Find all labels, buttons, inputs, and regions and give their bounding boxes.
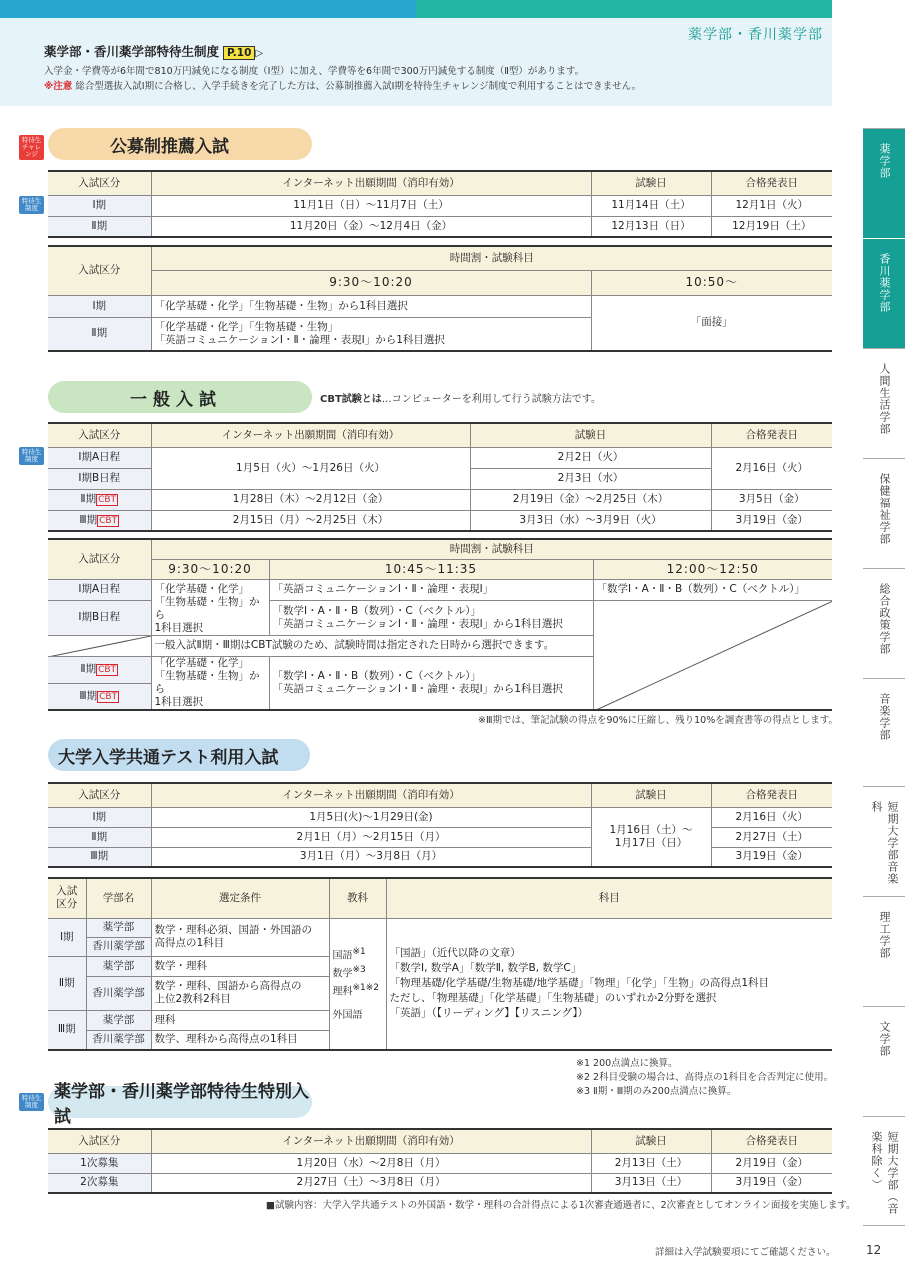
page-reference-link[interactable]: P.10 xyxy=(223,46,255,60)
ippan-schedule-table: 入試区分 インターネット出願期間（消印有効） 試験日 合格発表日 Ⅰ期A日程 1月5日（火）〜1月26日（火） 2月2日（火） 2月16日（火） Ⅰ期B日程 2月3日（水） Ⅱ期 CBT 1月28日（木）〜2月12日（金） 2月19日（金）〜2月25日（木） 3月5日（金） Ⅲ期 CBT 2月15日（月）〜2月25日（木） 3月3日（水）〜3月9日（火） 3月19日（金） xyxy=(48,422,832,532)
tokutai-note: ■試験内容：大学入学共通テストの外国語・数学・理科の合計得点による1次審査通過者に、2次審査としてオンライン面接を実施します。 xyxy=(266,1200,856,1211)
sidebar-item-ningen[interactable]: 人間生活学部 xyxy=(863,348,905,458)
sidebar-item-tandai[interactable]: 短期大学部（音楽科除く） xyxy=(863,1116,905,1226)
th-kubun: 入試区分 xyxy=(48,171,151,195)
sidebar-item-sogo[interactable]: 総合政策学部 xyxy=(863,568,905,678)
kobo-subjects-table: 入試区分 時間割・試験科目 9:30〜10:20 10:50〜 Ⅰ期 「化学基礎・化学」「生物基礎・生物」から1科目選択 「面接」 Ⅱ期 「化学基礎・化学」「生物基礎・生物」 「英語コミュニケーションⅠ・Ⅱ・論理・表現Ⅰ」から1科目選択 xyxy=(48,245,832,352)
th-result: 合格発表日 xyxy=(711,171,832,195)
page-number: 12 xyxy=(866,1243,882,1257)
seido-badge: 特待生制度 xyxy=(19,1093,44,1111)
sidebar-item-riko[interactable]: 理工学部 xyxy=(863,896,905,1006)
section-title-tokutai: 薬学部・香川薬学部特待生特別入試 xyxy=(48,1086,312,1118)
empty-diagonal-cell xyxy=(593,600,832,710)
table-row: Ⅱ期 11月20日（金）〜12月4日（金） 12月13日（日） 12月19日（土） xyxy=(48,216,832,237)
ippan-subjects-table: 入試区分 時間割・試験科目 9:30〜10:20 10:45〜11:35 12:00〜12:50 Ⅰ期A日程 「化学基礎・化学」 「生物基礎・生物」から 1科目選択 「英語コミュニケーションⅠ・Ⅱ・論理・表現Ⅰ」 「数学Ⅰ・A・Ⅱ・B（数列）・C（ベクトル）」 Ⅰ期B日程 「数学Ⅰ・A・Ⅱ・B（数列）・C（ベクトル）」 「英語コミュニケーションⅠ・Ⅱ・論理・表現Ⅰ」から1科目選択 一般入試Ⅱ期・Ⅲ期はCBT試験のため、試験時間は指定された日時から選択できます。 Ⅱ期 CBT 「化学基礎・化学」 「生物基礎・生物」から 1科目選択 「数学Ⅰ・A・Ⅱ・B（数列）・C（ベクトル）」 「英語コミュニケーションⅠ・Ⅱ・論理・表現Ⅰ」から1科目選択 Ⅲ期 CBT xyxy=(48,538,832,711)
cbt-tag: CBT xyxy=(98,495,117,505)
note-label: ※注意 xyxy=(44,81,73,92)
scholarship-note xyxy=(44,78,641,92)
diagonal-line xyxy=(594,601,833,711)
kyotsu-subjects-table: 入試 区分 学部名 選定条件 教科 科目 Ⅰ期 薬学部 数学・理科必須、国語・外国語の 高得点の1科目 国語$^{※1}$ 数学$^{※3}$ 理科$^{※1※2}$ 外国語 「国語」（近代以降の文章） 「数学Ⅰ, 数学A」「数学Ⅱ, 数学B, 数学C」 「物理基礎/化学基礎/生物基礎/地学基礎」「物理」「化学」「生物」の高得点1科目 ただし、「物理基礎」「化学基礎」「生物基礎」のいずれか2分野を選択 「英語」（【リーディング】【リスニング】） 香川薬学部 Ⅱ期 薬学部 数学・理科 香川薬学部 数学・理科、国語から高得点の 上位2教科2科目 Ⅲ期 薬学部 理科 香川薬学部 数学、理科から高得点の1科目 xyxy=(48,877,832,1051)
sidebar-item-bungaku[interactable]: 文学部 xyxy=(863,1006,905,1116)
scholarship-title-text: 薬学部・香川薬学部特待生制度 xyxy=(44,44,220,59)
tokutai-schedule-table: 入試区分 インターネット出願期間（消印有効） 試験日 合格発表日 1次募集 1月20日（水）〜2月8日（月） 2月13日（土） 2月19日（金） 2次募集 2月27日（土）〜3月8日（月） 3月13日（土） 3月19日（金） xyxy=(48,1128,832,1194)
section-title-kobo: 公募制推薦入試 xyxy=(48,128,312,160)
scholarship-title xyxy=(44,42,263,60)
section-title-kyotsu: 大学入学共通テスト利用入試 xyxy=(48,739,310,771)
cbt-definition: CBT試験とは…コンピューターを利用して行う試験方法です。 xyxy=(320,394,601,405)
seido-badge: 特待生制度 xyxy=(19,447,44,465)
department-label: 薬学部・香川薬学部 xyxy=(688,27,823,43)
th-period: インターネット出願期間（消印有効） xyxy=(151,171,591,195)
scholarship-description: 入学金・学費等が6年間で810万円減免になる制度（Ⅰ型）に加え、学費等を6年間で300万円減免する制度（Ⅱ型）があります。 xyxy=(44,66,585,77)
sidebar-item-yakugaku[interactable]: 薬学部 xyxy=(863,128,905,238)
kyotsu-schedule-table: 入試区分 インターネット出願期間（消印有効） 試験日 合格発表日 Ⅰ期 1月5日(火)〜1月29日(金) 1月16日（土）〜 1月17日（日） 2月16日（火） Ⅱ期 2月1日（月）〜2月15日（月） 2月27日（土） Ⅲ期 3月1日（月）〜3月8日（月） 3月19日（金） xyxy=(48,782,832,868)
cbt-tag: CBT xyxy=(99,691,118,702)
sidebar-item-hoken[interactable]: 保健福祉学部 xyxy=(863,458,905,568)
cbt-tag: CBT xyxy=(99,515,118,526)
challenge-badge: 特待生チャレンジ xyxy=(19,135,44,160)
faculty-sidebar xyxy=(863,128,905,1226)
sidebar-item-tandai-ongaku[interactable]: 短期大学部音楽科 xyxy=(863,786,905,896)
sidebar-item-kagawa[interactable]: 香川薬学部 xyxy=(863,238,905,348)
arrow-right-icon: ▷ xyxy=(255,48,264,59)
section-title-ippan: 一般入試 xyxy=(48,381,312,413)
empty-diagonal-cell xyxy=(48,635,151,656)
sidebar-item-ongaku[interactable]: 音楽学部 xyxy=(863,678,905,786)
table-row: Ⅰ期 11月1日（日）〜11月7日（土） 11月14日（土） 12月1日（火） xyxy=(48,195,832,216)
seido-badge: 特待生制度 xyxy=(19,196,44,214)
th-exam: 試験日 xyxy=(591,171,711,195)
ippan-note: ※Ⅲ期では、筆記試験の得点を90%に圧縮し、残り10%を調査書等の得点とします。 xyxy=(478,715,838,726)
top-color-bar xyxy=(0,0,832,18)
kobo-schedule-table xyxy=(48,170,832,238)
kyotsu-notes: ※1 200点満点に換算。 ※2 2科目受験の場合は、高得点の1科目を合否判定に使用。 ※3 Ⅱ期・Ⅲ期のみ200点満点に換算。 xyxy=(576,1058,834,1097)
note-text: 総合型選抜入試Ⅰ期に合格し、入学手続きを完了した方は、公募制推薦入試Ⅰ期を特待生チャレンジ制度で利用することはできません。 xyxy=(75,81,642,92)
cbt-tag: CBT xyxy=(98,665,117,675)
footer-text: 詳細は入学試験要項にてご確認ください。 xyxy=(655,1247,836,1258)
